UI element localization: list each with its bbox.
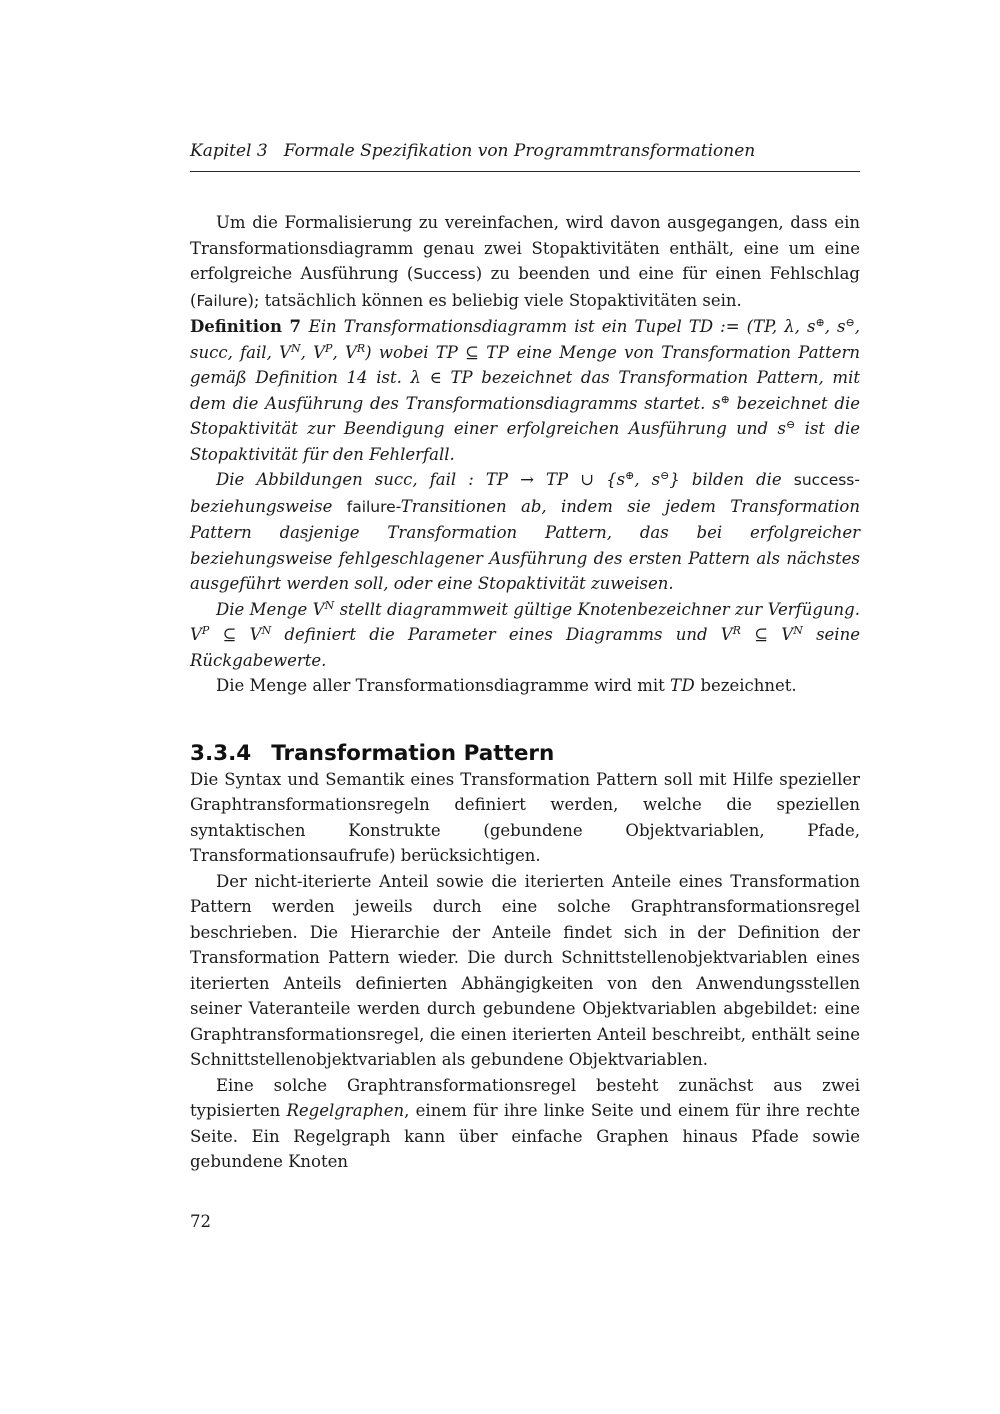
text-segment: ) wobei TP ⊆ [365, 342, 487, 362]
text-segment: Die Syntax und Semantik eines Transformation Pattern soll mit Hilfe spezieller Graphtransformationsregeln definiert werden, welche die speziellen syntaktischen Konstrukte (gebundene Objektvariablen, Pfade, Transformationsaufrufe) berücksichtigen. [190, 769, 860, 865]
text-segment: ); tatsächlich können es beliebig viele Stopaktivitäten sein. [247, 290, 742, 310]
paragraph-intro [190, 210, 860, 314]
text-segment: } bilden die [669, 470, 794, 489]
text-segment: ⊆ V [740, 625, 794, 644]
text-segment: Eine solche Graphtransformationsregel besteht zunächst aus zwei typisierten [190, 1075, 860, 1120]
paragraph-syntax-semantik [190, 767, 860, 869]
text-segment: N [261, 624, 272, 637]
text-segment: ⊕ [815, 316, 825, 329]
text-segment: P [201, 624, 210, 637]
running-header [190, 140, 860, 172]
text-segment: N [291, 341, 301, 355]
text-segment: Regelgraphen [286, 1101, 405, 1120]
text-segment: ⊖ [660, 469, 670, 482]
text-segment: ⊕ [625, 469, 635, 482]
page-number: 72 [190, 1212, 211, 1231]
text-segment: stellt diagrammweit gültige Knotenbezeichner zur Verfügung. V [190, 599, 860, 644]
text-segment: N [793, 624, 803, 637]
definition-7-p2 [190, 467, 860, 597]
text-segment: , succ, fail, V [190, 317, 860, 362]
text-segment: Ein Transformationsdiagramm ist ein Tupel TD := (TP, λ, s [308, 317, 816, 336]
paragraph-regelgraphen [190, 1073, 860, 1175]
text-segment: , s [824, 317, 846, 336]
section-title: Transformation Pattern [271, 740, 555, 766]
text-segment: seine Rückgabewerte. [190, 625, 860, 670]
text-segment: Die Abbildungen succ, fail : TP → TP ∪ {s [216, 470, 626, 489]
section-heading [190, 741, 860, 767]
section-number: 3.3.4 [190, 740, 252, 766]
text-segment: Success [413, 265, 476, 283]
text-segment: ⊖ [785, 418, 796, 431]
text-segment: ) zu beenden und eine für einen Fehlschlag ( [190, 264, 860, 310]
text-segment: definiert die Parameter eines Diagramms und V [271, 625, 733, 644]
text-segment: , s [634, 470, 661, 489]
definition-7-p1 [190, 314, 860, 467]
text-segment: Definition 7 [190, 317, 309, 336]
text-segment: TD [670, 676, 696, 695]
text-segment: bezeichnet die Stopaktivität zur Beendigung einer erfolgreichen Ausführung und s [190, 393, 860, 438]
text-segment: ⊆ V [209, 625, 262, 644]
text-segment: Die Menge aller Transformationsdiagramme wird mit [216, 676, 670, 695]
text-segment: TP [486, 342, 510, 362]
text-segment: Der nicht-iterierte Anteil sowie die iterierten Anteile eines Transformation Pattern werden jeweils durch eine solche Graphtransformationsregel beschrieben. Die Hierarchie der Anteile findet sich in der Definition der Transformation Pattern wieder. Die durch Schnittstellenobjektvariablen eines iterierten Anteils definierten Abhängigkeiten von den Anwendungsstellen seiner Vateranteile werden durch gebundene Objektvariablen abgebildet: eine Graphtransformationsregel, die einen iterierten Anteil beschreibt, enthält seine Schnittstellenobjektvariablen als gebundene Objektvariablen. [190, 871, 860, 1069]
text-segment: Failure [196, 291, 248, 310]
text-segment: - beziehungsweise [190, 470, 860, 516]
page-content [190, 140, 860, 1175]
text-segment: Die Menge V [216, 599, 325, 619]
text-segment: P [325, 341, 333, 355]
text-segment: , einem für ihre linke Seite und einem für ihre rechte Seite. Ein Regelgraph kann über einfache Graphen hinaus Pfade sowie gebundene Knoten [190, 1101, 860, 1171]
text-segment: -Transitionen ab, indem sie jedem Transformation Pattern dasjenige Transformation Pattern, das bei erfolgreicher beziehungsweise fehlgeschlagener Ausführung des ersten Pattern als nächstes ausgeführt werden soll, oder eine Stopaktivität zuweisen. [190, 496, 860, 593]
chapter-label: Kapitel 3 [190, 141, 268, 161]
definition-7-p3 [190, 597, 860, 674]
text-segment: ⊕ [720, 392, 730, 406]
text-segment: ist die Stopaktivität für den Fehlerfall. [190, 419, 860, 464]
chapter-title: Formale Spezifikation von Programmtransformationen [283, 141, 756, 161]
text-segment: R [356, 341, 366, 355]
paragraph-anteile [190, 869, 860, 1073]
paragraph-td-menge [190, 673, 860, 699]
text-segment: ⊖ [845, 316, 855, 329]
text-segment: failure [346, 497, 396, 516]
text-segment: Um die Formalisierung zu vereinfachen, wird davon ausgegangen, dass ein Transformationsdiagramm genau zwei Stopaktivitäten enthält, eine um eine erfolgreiche Ausführung ( [190, 213, 860, 283]
text-segment: N [324, 598, 335, 612]
text-segment: R [732, 624, 741, 637]
text-segment: success [793, 471, 855, 489]
text-segment: , V [332, 342, 357, 362]
document-body [190, 210, 860, 1175]
text-segment: bezeichnet. [695, 676, 797, 695]
text-segment: , V [300, 342, 326, 362]
text-segment: eine Menge von Transformation Pattern gemäß Definition 14 ist. λ ∈ TP bezeichnet das Transformation Pattern, mit dem die Ausführung des Transformationsdiagramms startet. s [190, 342, 860, 413]
